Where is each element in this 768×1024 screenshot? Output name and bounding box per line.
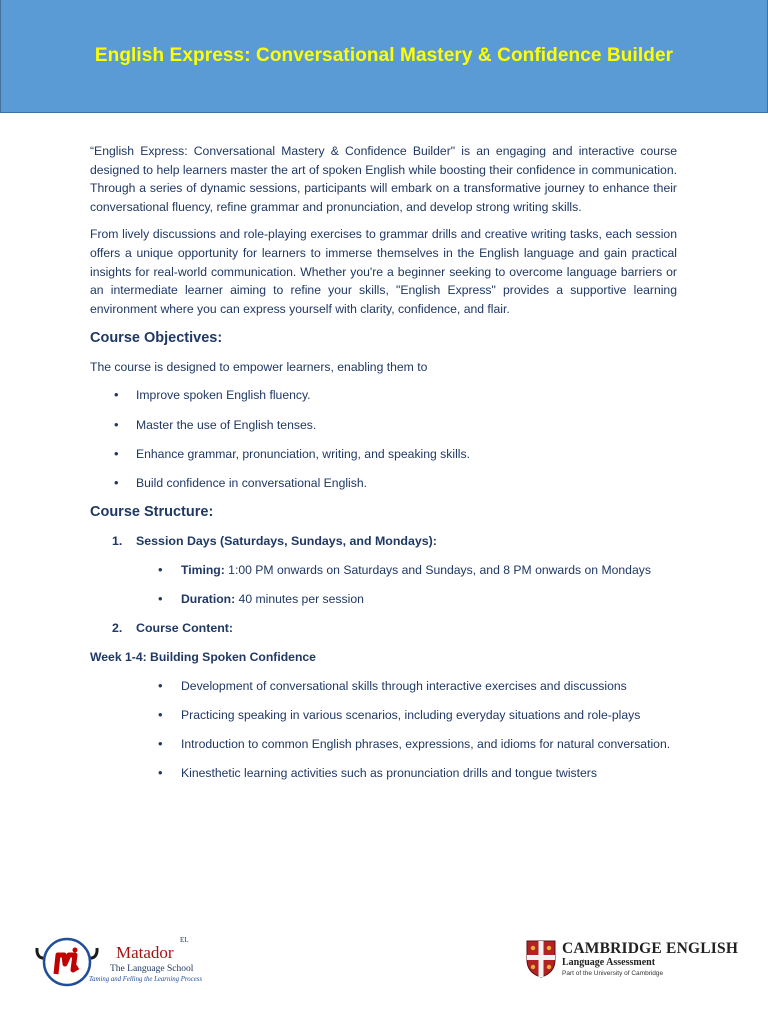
title-banner [0,0,768,113]
list-item: • Development of conversational skills through interactive exercises and discussions [90,677,677,695]
objectives-list [90,386,677,492]
document-body [90,142,677,793]
cambridge-title: CAMBRIDGE ENGLISH [562,940,739,957]
item-title: Course Content: [136,620,234,635]
duration-value: 40 minutes per session [235,591,364,606]
intro-paragraph-2: From lively discussions and role-playing exercises to grammar drills and creative writing tasks, each session offers a unique opportunity for learners to immerse themselves in the English language and gain practical insights for real-world communication. Whether you're a beginner seeking to overcome language barriers or an intermediate learner aiming to refine your skills, "English Express" provides a supportive learning environment where you can express yourself with clarity, confidence, and flair. [90,227,677,316]
list-item: • Improve spoken English fluency. [90,386,677,404]
item-number: 1. [112,533,123,548]
objectives-intro: The course is designed to empower learners, enabling them to [90,360,428,375]
structure-heading: Course Structure: [90,503,214,520]
intro-paragraph-1: “English Express: Conversational Mastery & Confidence Builder" is an engaging and interactive course designed to help learners master the art of spoken English while boosting their confidence in communication. Through a series of dynamic sessions, participants will embark on a transformative journey to enhance their conversational fluency, refine grammar and pronunciation, and develop strong writing skills. [90,144,677,214]
list-item: • Enhance grammar, pronunciation, writing, and speaking skills. [90,445,677,463]
timing-value: 1:00 PM onwards on Saturdays and Sundays, and 8 PM onwards on Mondays [224,562,651,577]
week-heading: Week 1-4: Building Spoken Confidence [90,649,316,664]
list-item: • Kinesthetic learning activities such as pronunciation drills and tongue twisters [90,764,677,782]
item-number: 2. [112,620,123,635]
list-item: • Practicing speaking in various scenarios, including everyday situations and role-plays [90,706,677,724]
objectives-heading: Course Objectives: [90,330,223,347]
session-details [90,561,677,608]
timing-label: Timing: [181,562,225,577]
cambridge-english-logo [526,940,746,982]
logo-el-text: EL [180,936,189,944]
logo-school: The Language School [110,964,194,974]
duration-label: Duration: [181,591,236,606]
structure-list [90,532,677,637]
structure-item-sessions [90,532,677,608]
list-item: • Build confidence in conversational English. [90,474,677,492]
document-title: English Express: Conversational Mastery & Confidence Builder [94,45,674,66]
logo-tagline: Taming and Felling the Learning Process [89,976,202,983]
cambridge-note: Part of the University of Cambridge [562,970,664,977]
list-item: • Master the use of English tenses. [90,416,677,434]
el-matador-logo [34,934,234,990]
logo-name: Matador [116,943,174,962]
cambridge-subtitle: Language Assessment [562,957,656,968]
list-item: • Introduction to common English phrases, expressions, and idioms for natural conversation. [90,735,677,753]
structure-item-content [90,619,677,637]
list-item-duration [90,590,677,608]
list-item-timing [90,561,677,579]
week-items [90,677,677,782]
item-title: Session Days (Saturdays, Sundays, and Mondays): [136,533,437,548]
cambridge-shield-icon [526,940,556,978]
